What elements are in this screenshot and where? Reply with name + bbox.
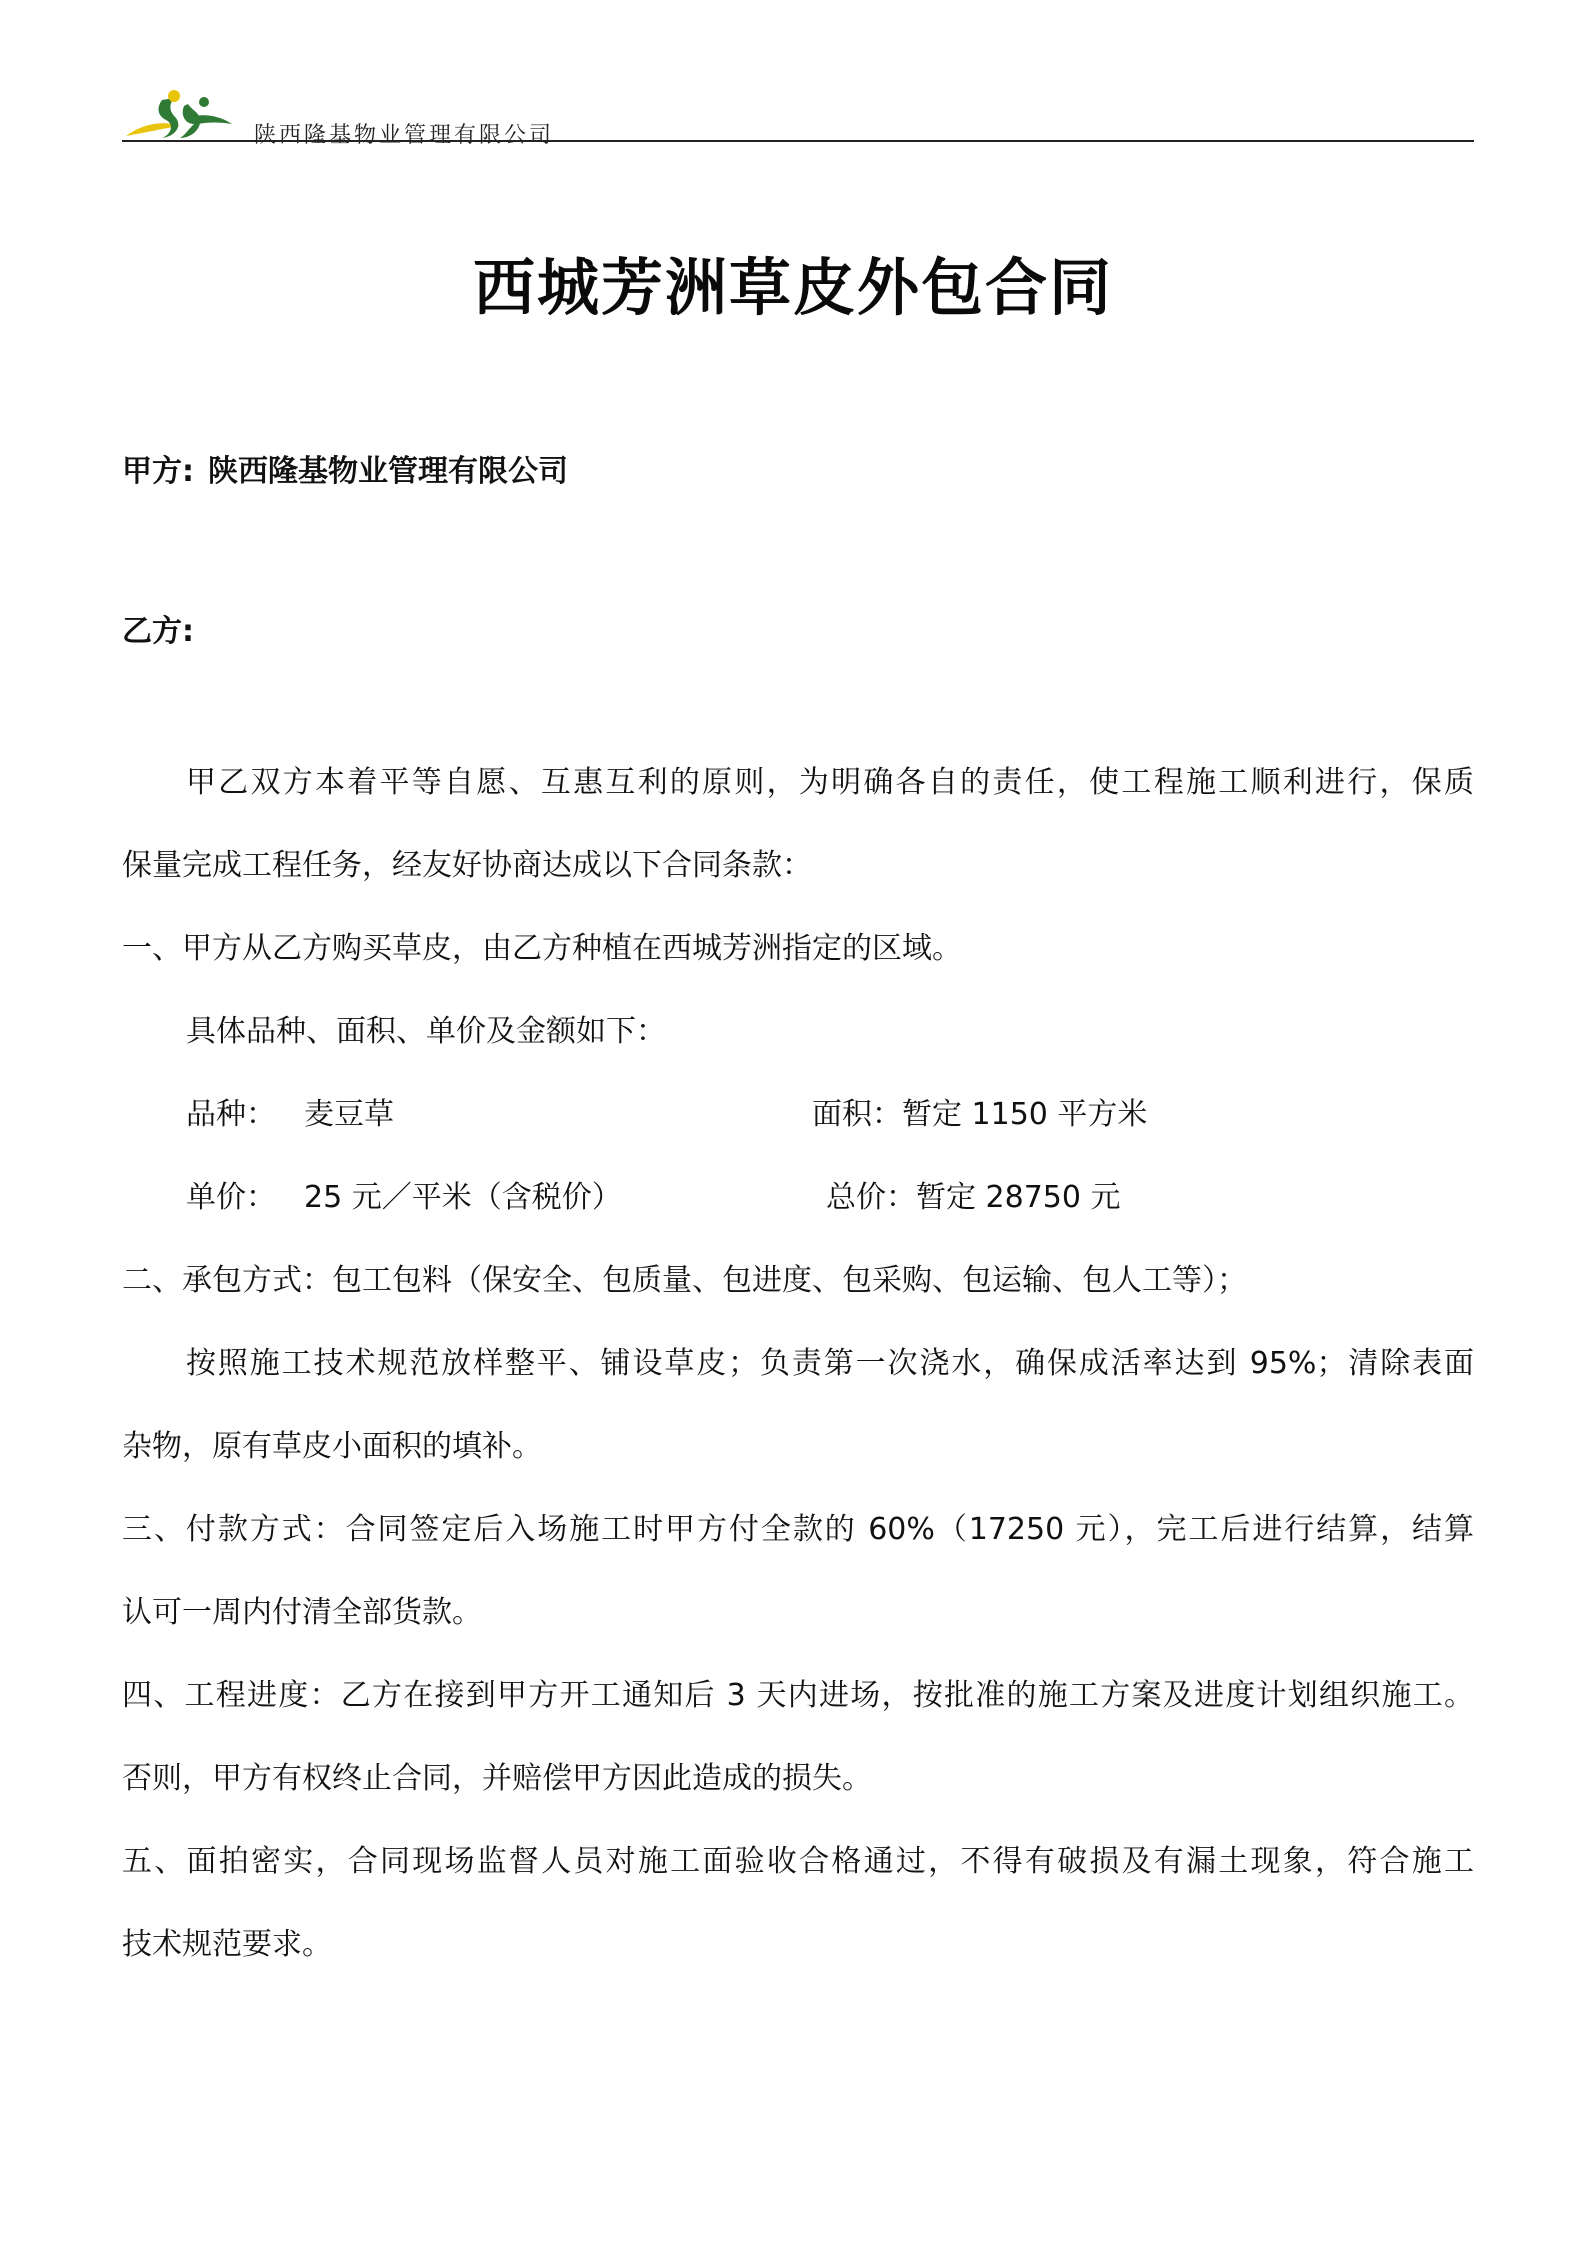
area-label: 面积： <box>812 1097 902 1132</box>
clause-1-text: 一、甲方从乙方购买草皮，由乙方种植在西城芳洲指定的区域。 <box>122 931 962 966</box>
clause-2-text: 二、承包方式：包工包料（保安全、包质量、包进度、包采购、包运输、包人工等）； <box>122 1263 1247 1298</box>
clause-2-line-3: 杂物，原有草皮小面积的填补。 <box>122 1429 542 1464</box>
company-logo-icon <box>122 86 234 146</box>
clause-4-line-2: 否则，甲方有权终止合同，并赔偿甲方因此造成的损失。 <box>122 1761 872 1796</box>
variety-label: 品种： <box>186 1097 276 1132</box>
clause-2-line-2: 按照施工技术规范放样整平、铺设草皮；负责第一次浇水，确保成活率达到 95%；清除表面 <box>186 1346 1474 1381</box>
area-row <box>812 1095 1147 1135</box>
party-a-label: 甲方: <box>122 454 194 489</box>
variety-value: 麦豆草 <box>304 1097 394 1132</box>
party-a <box>122 446 568 490</box>
area-value: 暂定 1150 平方米 <box>902 1097 1148 1132</box>
clause-5-line-2: 技术规范要求。 <box>122 1927 332 1962</box>
intro-line-2: 保量完成工程任务，经友好协商达成以下合同条款： <box>122 848 812 883</box>
intro-line-1: 甲乙双方本着平等自愿、互惠互利的原则，为明确各自的责任，使工程施工顺利进行，保质 <box>186 765 1474 800</box>
header-company-name: 陕西隆基物业管理有限公司 <box>254 123 555 148</box>
page-title: 西城芳洲草皮外包合同 <box>472 251 1113 324</box>
total-label: 总价： <box>826 1180 916 1215</box>
total-value: 暂定 28750 元 <box>916 1180 1121 1215</box>
party-b <box>122 606 194 650</box>
clause-1-sub: 具体品种、面积、单价及金额如下： <box>186 1014 666 1049</box>
price-label: 单价： <box>186 1180 276 1215</box>
clause-4-line-1: 四、工程进度：乙方在接到甲方开工通知后 3 天内进场，按批准的施工方案及进度计划组织施工。 <box>122 1678 1474 1713</box>
total-row <box>826 1178 1121 1218</box>
clause-3-line-1: 三、付款方式：合同签定后入场施工时甲方付全款的 60%（17250 元），完工后进行结算，结算 <box>122 1512 1474 1547</box>
page-header <box>122 86 1474 146</box>
party-a-value: 陕西隆基物业管理有限公司 <box>208 454 568 489</box>
price-row <box>186 1178 622 1218</box>
clause-3-line-2: 认可一周内付清全部货款。 <box>122 1595 482 1630</box>
header-divider <box>122 140 1474 142</box>
party-b-label: 乙方: <box>122 614 194 649</box>
clause-5-line-1: 五、面拍密实，合同现场监督人员对施工面验收合格通过，不得有破损及有漏土现象，符合施工 <box>122 1844 1474 1879</box>
price-value: 25 元／平米（含税价） <box>304 1180 622 1215</box>
variety-row <box>186 1095 394 1135</box>
